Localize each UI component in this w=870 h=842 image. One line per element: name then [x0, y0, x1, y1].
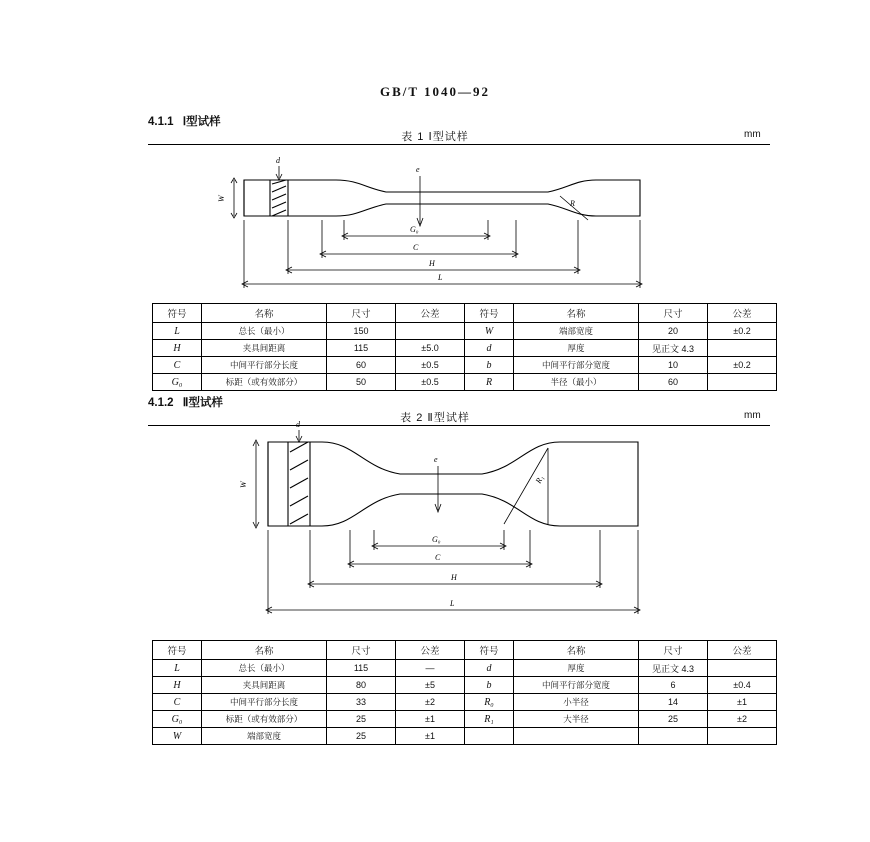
table1-r2-c0: C: [153, 357, 202, 374]
section-heading-1: [148, 113, 221, 129]
table2-h-6: 尺寸: [639, 641, 708, 660]
table2-r2-c5: 小半径: [514, 694, 639, 711]
table2-r1-c1: 夹具间距离: [202, 677, 327, 694]
table-row: [153, 660, 777, 677]
table1-h-6: 尺寸: [639, 304, 708, 323]
figure2-label-d: d: [296, 420, 300, 429]
figure2-label-g0: G₀: [432, 535, 441, 544]
table1-r2-c5: 中间平行部分宽度: [514, 357, 639, 374]
table1-r1-c2: 115: [327, 340, 396, 357]
figure1-label-g0: G₀: [410, 225, 419, 234]
table1-r2-c1: 中间平行部分长度: [202, 357, 327, 374]
table-row: [153, 677, 777, 694]
table1-r1-c5: 厚度: [514, 340, 639, 357]
unit-label-2: mm: [744, 410, 761, 421]
figure1-label-l: L: [438, 273, 443, 282]
table1-r3-c0: G₀: [153, 374, 202, 391]
rule-top-1: [148, 144, 770, 145]
table1-r0-c3: [396, 323, 465, 340]
table1-r2-c7: ±0.2: [708, 357, 777, 374]
table-row: [153, 728, 777, 745]
table1-h-3: 公差: [396, 304, 465, 323]
table2-r1-c7: ±0.4: [708, 677, 777, 694]
table1-r1-c1: 夹具间距离: [202, 340, 327, 357]
dimension-table-type-i: [152, 303, 777, 391]
section-heading-2: [148, 394, 223, 410]
table2-h-7: 公差: [708, 641, 777, 660]
table2-h-1: 名称: [202, 641, 327, 660]
section-title-2: Ⅱ型试样: [182, 397, 223, 409]
figure1-label-e: e: [416, 165, 420, 174]
rule-top-2: [148, 425, 770, 426]
table1-h-2: 尺寸: [327, 304, 396, 323]
table2-r0-c4: d: [465, 660, 514, 677]
table2-r4-c1: 端部宽度: [202, 728, 327, 745]
table2-r1-c5: 中间平行部分宽度: [514, 677, 639, 694]
table2-r4-c5: [514, 728, 639, 745]
table1-r2-c3: ±0.5: [396, 357, 465, 374]
figure1-label-c: C: [413, 243, 419, 252]
table2-r0-c3: —: [396, 660, 465, 677]
table2-r1-c3: ±5: [396, 677, 465, 694]
table2-r2-c0: C: [153, 694, 202, 711]
figure1-label-w: W: [217, 195, 226, 202]
table1-r3-c1: 标距（或有效部分）: [202, 374, 327, 391]
table2-r0-c2: 115: [327, 660, 396, 677]
table1-r0-c5: 端部宽度: [514, 323, 639, 340]
figure1-label-h: H: [429, 259, 435, 268]
figure2-label-r1: R₁: [533, 473, 546, 485]
figure2-label-h: H: [451, 573, 457, 582]
table1-h-0: 符号: [153, 304, 202, 323]
table1-r3-c5: 半径（最小）: [514, 374, 639, 391]
table1-r3-c2: 50: [327, 374, 396, 391]
figure2-label-w: W: [239, 481, 248, 488]
table2-r2-c2: 33: [327, 694, 396, 711]
table-row: [153, 694, 777, 711]
table2-r2-c1: 中间平行部分长度: [202, 694, 327, 711]
table-row: [153, 711, 777, 728]
table2-r2-c6: 14: [639, 694, 708, 711]
table1-h-4: 符号: [465, 304, 514, 323]
figure1-label-r: R: [570, 199, 575, 208]
figure-type-i-specimen: [148, 148, 770, 293]
section-title-1: Ⅰ型试样: [182, 116, 221, 128]
table1-r2-c4: b: [465, 357, 514, 374]
figure2-label-c: C: [435, 553, 441, 562]
table1-r0-c6: 20: [639, 323, 708, 340]
table2-r3-c3: ±1: [396, 711, 465, 728]
section-number-1: 4.1.1: [148, 116, 174, 128]
table1-r0-c7: ±0.2: [708, 323, 777, 340]
table2-r0-c0: L: [153, 660, 202, 677]
table2-r1-c4: b: [465, 677, 514, 694]
table-row: [153, 323, 777, 340]
table-caption-2: 表 2 Ⅱ型试样: [400, 412, 470, 424]
table2-r3-c4: R₁: [465, 711, 514, 728]
table-row: [153, 374, 777, 391]
table-row: [153, 340, 777, 357]
table2-r2-c7: ±1: [708, 694, 777, 711]
table2-r4-c7: [708, 728, 777, 745]
table-row: [153, 357, 777, 374]
table2-h-0: 符号: [153, 641, 202, 660]
table2-r1-c2: 80: [327, 677, 396, 694]
table1-h-7: 公差: [708, 304, 777, 323]
table1-r1-c6: 见正文 4.3: [639, 340, 708, 357]
table2-r3-c7: ±2: [708, 711, 777, 728]
table2-r0-c1: 总长（最小）: [202, 660, 327, 677]
table2-r1-c0: H: [153, 677, 202, 694]
table2-r0-c6: 见正文 4.3: [639, 660, 708, 677]
table2-r0-c5: 厚度: [514, 660, 639, 677]
table1-r1-c7: [708, 340, 777, 357]
table1-r2-c6: 10: [639, 357, 708, 374]
section-number-2: 4.1.2: [148, 397, 174, 409]
table2-h-2: 尺寸: [327, 641, 396, 660]
table2-r1-c6: 6: [639, 677, 708, 694]
table2-r3-c6: 25: [639, 711, 708, 728]
table2-r3-c1: 标距（或有效部分）: [202, 711, 327, 728]
figure-type-ii-specimen: [148, 420, 770, 624]
table2-r3-c0: G₀: [153, 711, 202, 728]
table2-r4-c0: W: [153, 728, 202, 745]
table1-r3-c4: R: [465, 374, 514, 391]
table1-h-1: 名称: [202, 304, 327, 323]
table2-h-3: 公差: [396, 641, 465, 660]
table-caption-1: 表 1 Ⅰ型试样: [401, 131, 469, 143]
table1-r3-c3: ±0.5: [396, 374, 465, 391]
table1-r0-c2: 150: [327, 323, 396, 340]
table1-r1-c0: H: [153, 340, 202, 357]
figure2-label-l: L: [450, 599, 455, 608]
table1-r0-c4: W: [465, 323, 514, 340]
table1-r1-c3: ±5.0: [396, 340, 465, 357]
table1-r0-c0: L: [153, 323, 202, 340]
table2-h-5: 名称: [514, 641, 639, 660]
table1-r3-c7: [708, 374, 777, 391]
table1-r2-c2: 60: [327, 357, 396, 374]
table1-header-row: [153, 304, 777, 323]
unit-label-1: mm: [744, 129, 761, 140]
table1-r3-c6: 60: [639, 374, 708, 391]
table2-r4-c4: [465, 728, 514, 745]
table2-r4-c3: ±1: [396, 728, 465, 745]
dimension-table-type-ii: [152, 640, 777, 745]
table2-r0-c7: [708, 660, 777, 677]
figure1-label-d: d: [276, 156, 280, 165]
standard-number: GB/T 1040—92: [379, 84, 491, 99]
table2-r4-c2: 25: [327, 728, 396, 745]
table1-r1-c4: d: [465, 340, 514, 357]
table1-r0-c1: 总长（最小）: [202, 323, 327, 340]
figure2-label-e: e: [434, 455, 438, 464]
table2-r3-c2: 25: [327, 711, 396, 728]
table2-h-4: 符号: [465, 641, 514, 660]
table2-r2-c4: R₀: [465, 694, 514, 711]
table2-r4-c6: [639, 728, 708, 745]
table2-header-row: [153, 641, 777, 660]
table2-r3-c5: 大半径: [514, 711, 639, 728]
table1-h-5: 名称: [514, 304, 639, 323]
table2-r2-c3: ±2: [396, 694, 465, 711]
